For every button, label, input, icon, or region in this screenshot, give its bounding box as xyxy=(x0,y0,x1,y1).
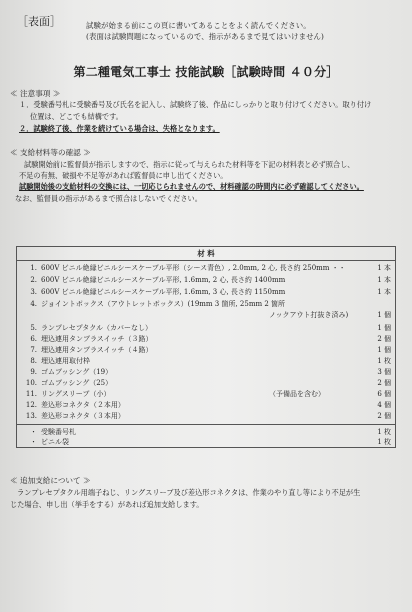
front-side-label: ［表面］ xyxy=(17,15,61,28)
additional-supply-heading: ≪ 追加支給について ≫ xyxy=(10,476,91,485)
materials-table xyxy=(16,246,396,448)
header-note-line2: (表面は試験問題になっているので、指示があるまで見てはいけません) xyxy=(86,32,325,41)
table-row: 5. ランプレセプタクル（カバーなし） 1 個 xyxy=(30,324,391,332)
table-row: ・ ビニル袋 1 枚 xyxy=(30,438,391,446)
table-row: 6. 埋込連用タンブラスイッチ（３路） 2 個 xyxy=(30,335,391,343)
table-row: 11. リングスリーブ（小） （予備品を含む） 6 個 xyxy=(25,390,391,398)
table-row: 9. ゴムブッシング（19） 3 個 xyxy=(30,368,391,376)
table-row: 2. 600V ビニル絶縁ビニルシースケーブル平形, 1.6mm, 2 心, 長さ約 1400mm 1 本 xyxy=(30,276,391,284)
caution-item1-line2: 位置は、どこでも結構です。 xyxy=(30,112,123,121)
header-note-line1: 試験が始まる前にこの頁に書いてあることをよく読んでください。 xyxy=(86,21,311,30)
additional-supply-line1: ランプレセプタクル用端子ねじ、リングスリーブ及び差込形コネクタは、作業のやり直し等により不足が生 xyxy=(17,488,361,497)
table-divider xyxy=(17,424,395,425)
additional-supply-line2: じた場合、申し出（挙手をする）があれば追加支給します。 xyxy=(10,500,204,509)
cautions-heading: ≪ 注意事項 ≫ xyxy=(10,89,61,98)
table-row: 8. 埋込連用取付枠 1 枚 xyxy=(30,357,391,365)
page-title: 第二種電気工事士 技能試験［試験時間 ４０分］ xyxy=(73,65,339,79)
table-row: 3. 600V ビニル絶縁ビニルシースケーブル平形, 1.6mm, 3 心, 長さ約 1150mm 1 本 xyxy=(30,288,391,296)
materials-check-line1: 試験開始前に監督員が指示しますので、指示に従って与えられた材料等を下記の材料表と必ず照合し、 xyxy=(24,160,355,169)
table-row: 1. 600V ビニル絶縁ビニルシースケーブル平形（シース青色）, 2.0mm, 2 心, 長さ約 250mm ・・ 1 本 xyxy=(30,264,391,272)
table-row: ・ 受験番号札 1 枚 xyxy=(30,428,391,436)
table-row: 4. ジョイントボックス（アウトレットボックス）(19mm 3 箇所, 25mm 2 箇所 xyxy=(30,300,286,308)
materials-table-heading: 材 料 xyxy=(17,247,395,261)
table-row: 7. 埋込連用タンブラスイッチ（４路） 1 個 xyxy=(30,346,391,354)
materials-check-line4: なお、監督員の指示があるまで照合はしないでください。 xyxy=(15,194,202,203)
materials-check-heading: ≪ 支給材料等の確認 ≫ xyxy=(10,148,91,157)
table-row: 10. ゴムブッシング（25） 2 個 xyxy=(25,379,391,387)
caution-item2: ２．試験終了後、作業を続けている場合は、失格となります。 xyxy=(19,124,220,133)
table-row: 12. 差込形コネクタ（２本用） 4 個 xyxy=(25,401,391,409)
table-row: 13. 差込形コネクタ（３本用） 2 個 xyxy=(25,412,391,420)
materials-check-line2: 不足の有無、破損や不足等があれば監督員に申し出てください。 xyxy=(19,171,228,180)
caution-item1-line1: １．受験番号札に受験番号及び氏名を記入し、試験終了後、作品にしっかりと取り付けてください。取り付け xyxy=(19,100,372,109)
table-row: ノックアウト打抜き済み) 1 個 xyxy=(269,311,391,319)
materials-check-line3: 試験開始後の支給材料の交換には、一切応じられませんので、材料確認の時間内に必ず確認してください。 xyxy=(19,182,364,191)
